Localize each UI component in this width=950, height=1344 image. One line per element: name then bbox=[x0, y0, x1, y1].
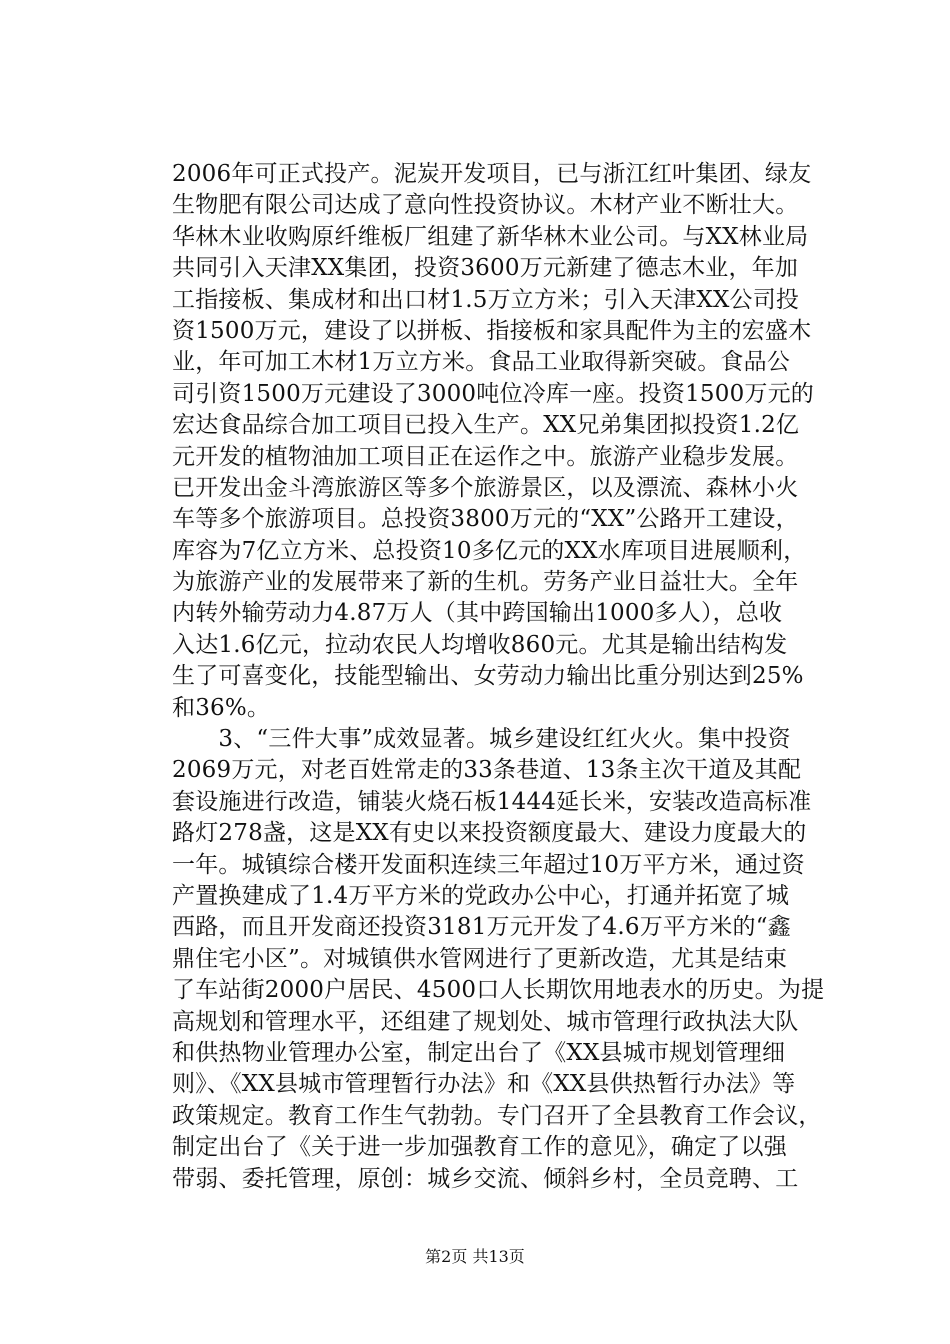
text-line: 车等多个旅游项目。总投资3800万元的“XX”公路开工建设， bbox=[172, 506, 799, 533]
text-line: 和供热物业管理办公室，制定出台了《XX县城市规划管理细 bbox=[172, 1039, 786, 1066]
text-line: 生了可喜变化，技能型输出、女劳动力输出比重分别达到25% bbox=[172, 663, 804, 690]
text-line: 路灯278盏，这是XX有史以来投资额度最大、建设力度最大的 bbox=[172, 820, 807, 847]
text-line: 华林木业收购原纤维板厂组建了新华林木业公司。与XX林业局 bbox=[172, 223, 809, 250]
text-line: 资1500万元，建设了以拼板、指接板和家具配件为主的宏盛木 bbox=[172, 317, 812, 344]
text-line: 生物肥有限公司达成了意向性投资协议。木材产业不断壮大。 bbox=[172, 192, 799, 219]
text-line: 产置换建成了1.4万平方米的党政办公中心，打通并拓宽了城 bbox=[172, 882, 790, 909]
text-line: 一年。城镇综合楼开发面积连续三年超过10万平方米，通过资 bbox=[172, 851, 805, 878]
text-line: 宏达食品综合加工项目已投入生产。XX兄弟集团拟投资1.2亿 bbox=[172, 412, 800, 439]
text-line: 已开发出金斗湾旅游区等多个旅游景区，以及漂流、森林小火 bbox=[172, 474, 799, 501]
text-line: 入达1.6亿元，拉动农民人均增收860元。尤其是输出结构发 bbox=[172, 631, 788, 658]
text-line: 和36%。 bbox=[172, 694, 271, 721]
body-text bbox=[172, 159, 862, 1195]
text-line: 为旅游产业的发展带来了新的生机。劳务产业日益壮大。全年 bbox=[172, 569, 799, 596]
text-line: 制定出台了《关于进一步加强教育工作的意见》，确定了以强 bbox=[172, 1134, 787, 1161]
text-line: 高规划和管理水平，还组建了规划处、城市管理行政执法大队 bbox=[172, 1008, 799, 1035]
text-line: 带弱、委托管理，原创：城乡交流、倾斜乡村，全员竞聘、工 bbox=[172, 1165, 799, 1192]
text-line: 库容为7亿立方米、总投资10多亿元的XX水库项目进展顺利， bbox=[172, 537, 807, 564]
page-number-footer: 第2页 共13页 bbox=[425, 1247, 525, 1266]
text-line: 则》、《XX县城市管理暂行办法》和《XX县供热暂行办法》等 bbox=[172, 1071, 796, 1098]
text-line: 2069万元，对老百姓常走的33条巷道、13条主次干道及其配 bbox=[172, 757, 802, 784]
text-line: 业，年可加工木材1万立方米。食品工业取得新突破。食品公 bbox=[172, 349, 791, 376]
text-line: 元开发的植物油加工项目正在运作之中。旅游产业稳步发展。 bbox=[172, 443, 799, 470]
text-line: 共同引入天津XX集团，投资3600万元新建了德志木业，年加 bbox=[172, 255, 799, 282]
text-line: 工指接板、集成材和出口材1.5万立方米；引入天津XX公司投 bbox=[172, 286, 800, 313]
text-line: 鼎住宅小区”。对城镇供水管网进行了更新改造，尤其是结束 bbox=[172, 945, 788, 972]
text-line: 2006年可正式投产。泥炭开发项目，已与浙江红叶集团、绿友 bbox=[172, 161, 812, 187]
text-line: 西路，而且开发商还投资3181万元开发了4.6万平方米的“鑫 bbox=[172, 914, 791, 941]
text-line: 司引资1500万元建设了3000吨位冷库一座。投资1500万元的 bbox=[172, 380, 814, 407]
text-line: 3、“三件大事”成效显著。城乡建设红红火火。集中投资 bbox=[172, 726, 791, 753]
text-line: 内转外输劳动力4.87万人（其中跨国输出1000多人），总收 bbox=[172, 600, 783, 627]
text-line: 了车站街2000户居民、4500口人长期饮用地表水的历史。为提 bbox=[172, 977, 825, 1004]
text-line: 套设施进行改造，铺装火烧石板1444延长米，安装改造高标准 bbox=[172, 788, 812, 815]
text-line: 政策规定。教育工作生气勃勃。专门召开了全县教育工作会议， bbox=[172, 1102, 822, 1129]
